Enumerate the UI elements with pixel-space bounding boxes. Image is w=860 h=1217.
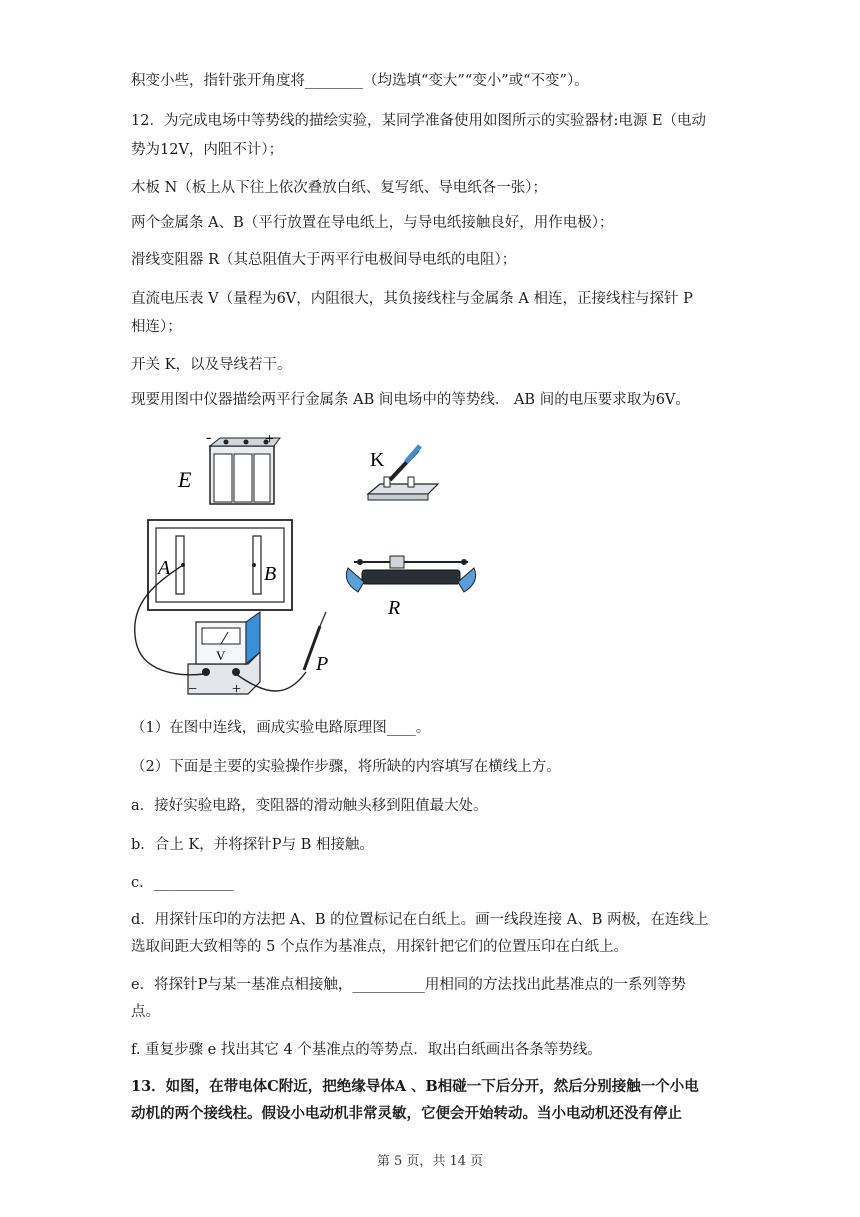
text-line: 势为12V，内阻不计）；: [131, 142, 284, 158]
text-line: 木板 N（板上从下往上依次叠放白纸、复写纸、导电纸各一张）；: [131, 180, 548, 196]
question-13-line: 13．如图，在带电体C附近，把绝缘导体A 、B相碰一下后分开，然后分别接触一个小电: [131, 1078, 699, 1095]
wire-a-to-voltmeter: [135, 565, 204, 675]
step-d: d．用探针压印的方法把 A、B 的位置标记在白纸上。画一线段连接 A、B 两极，在连线上: [131, 912, 709, 928]
rheostat-label: R: [388, 597, 401, 619]
electrode-a-label: A: [158, 557, 171, 579]
switch-label: K: [370, 449, 385, 471]
text-line: 直流电压表 V（量程为6V，内阻很大，其负接线柱与金属条 A 相连，正接线柱与探针 P: [131, 291, 693, 307]
step-f: f. 重复步骤 e 找出其它 4 个基准点的等势点．取出白纸画出各条等势线。: [131, 1042, 602, 1058]
battery-label: E: [178, 467, 192, 492]
text-line: 两个金属条 A、B（平行放置在导电纸上，与导电纸接触良好，用作电极）；: [131, 215, 614, 231]
subquestion-1: （1）在图中连线，画成实验电路原理图____。: [131, 720, 431, 736]
step-a: a．接好实验电路，变阻器的滑动触头移到阻值最大处。: [131, 798, 488, 814]
step-e-cont: 点。: [131, 1004, 160, 1020]
electrode-b-label: B: [264, 563, 277, 585]
text-line: 开关 K，以及导线若干。: [131, 357, 292, 373]
battery-minus-label: -: [206, 432, 212, 446]
text-line: 滑线变阻器 R（其总阻值大于两平行电极间导电纸的电阻）；: [131, 252, 517, 268]
text-line: 积变小些，指针张开角度将________（均选填“变大”“变小”或“不变”）。: [131, 73, 589, 89]
step-d-cont: 选取间距大致相等的 5 个点作为基准点，用探针把它们的位置压印在白纸上。: [131, 939, 628, 955]
step-b: b．合上 K，并将探针P与 B 相接触。: [131, 837, 374, 853]
voltmeter-label: V: [216, 648, 226, 663]
voltmeter-minus-label: −: [188, 681, 198, 698]
probe-label: P: [316, 653, 329, 675]
subquestion-2: （2）下面是主要的实验操作步骤，将所缺的内容填写在横线上方。: [131, 759, 561, 775]
step-c: c．___________: [131, 875, 234, 891]
page-footer: 第 5 页，共 14 页: [376, 1154, 484, 1169]
rheostat-icon: [346, 556, 475, 592]
question-12-line: 12．为完成电场中等势线的描绘实验，某同学准备使用如图所示的实验器材:电源 E（电动: [131, 113, 707, 129]
text-line: 相连）；: [131, 319, 182, 335]
experiment-apparatus-figure: [128, 432, 478, 702]
voltmeter-plus-label: +: [232, 681, 242, 698]
text-line: 现要用图中仪器描绘两平行金属条 AB 间电场中的等势线． AB 间的电压要求取为6V。: [131, 392, 690, 408]
step-e: e．将探针P与某一基准点相接触，__________用相同的方法找出此基准点的一系列等势: [131, 977, 686, 993]
question-13-line: 动机的两个接线柱。假设小电动机非常灵敏，它便会开始转动。当小电动机还没有停止: [131, 1105, 682, 1122]
battery-plus-label: +: [265, 432, 275, 448]
